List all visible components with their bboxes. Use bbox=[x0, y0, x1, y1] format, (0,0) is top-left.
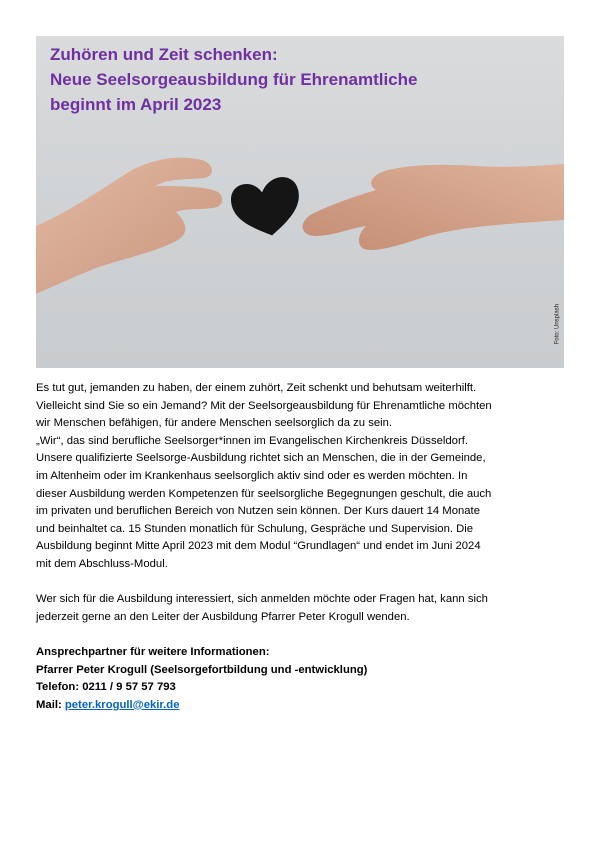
interest-line-2: jederzeit gerne an den Leiter der Ausbildung Pfarrer Peter Krogull wenden. bbox=[36, 610, 410, 623]
article-body bbox=[36, 380, 564, 714]
mail-label: Mail: bbox=[36, 698, 65, 711]
email-link[interactable]: peter.krogull@ekir.de bbox=[64, 698, 180, 711]
intro-line-7: dieser Ausbildung werden Kompetenzen für seelsorgliche Begegnungen geschult, die auch bbox=[36, 487, 492, 500]
paragraph-gap bbox=[36, 626, 564, 644]
title-line-2: Neue Seelsorgeausbildung für Ehrenamtliche bbox=[50, 70, 418, 89]
intro-line-9: und beinhaltet ca. 15 Stunden monatlich für Schulung, Gespräche und Supervision. Die bbox=[36, 522, 474, 535]
left-hand bbox=[36, 158, 222, 294]
right-hand bbox=[303, 164, 564, 250]
intro-line-3: wir Menschen befähigen, für andere Menschen seelsorglich da zu sein. bbox=[36, 417, 393, 430]
photo-credit: Foto: Unsplash bbox=[554, 304, 560, 345]
intro-line-11: mit dem Abschluss-Modul. bbox=[36, 557, 168, 570]
intro-line-4: „Wir“, das sind berufliche Seelsorger*innen im Evangelischen Kirchenkreis Düsseldorf. bbox=[36, 434, 468, 447]
intro-line-8: im privaten und beruflichen Bereich von Nutzen sein können. Der Kurs dauert 14 Monate bbox=[36, 505, 480, 518]
contact-mail bbox=[36, 697, 564, 715]
contact-phone: Telefon: 0211 / 9 57 57 793 bbox=[36, 681, 176, 694]
heart-icon bbox=[229, 175, 304, 240]
hero-photo bbox=[36, 36, 564, 368]
intro-line-6: im Altenheim oder im Krankenhaus seelsorglich aktiv sind oder es werden möchten. In bbox=[36, 469, 468, 482]
intro-line-2: Vielleicht sind Sie so ein Jemand? Mit der Seelsorgeausbildung für Ehrenamtliche möchten bbox=[36, 399, 492, 412]
contact-name: Pfarrer Peter Krogull (Seelsorgefortbildung und -entwicklung) bbox=[36, 663, 368, 676]
paragraph-gap bbox=[36, 574, 564, 592]
title-line-3: beginnt im April 2023 bbox=[50, 95, 222, 114]
intro-line-5: Unsere qualifizierte Seelsorge-Ausbildung richtet sich an Menschen, die in der Gemeinde, bbox=[36, 452, 486, 465]
page-title bbox=[50, 42, 417, 117]
intro-line-10: Ausbildung beginnt Mitte April 2023 mit dem Modul “Grundlagen“ und endet im Juni 2024 bbox=[36, 540, 481, 553]
intro-line-1: Es tut gut, jemanden zu haben, der einem zuhört, Zeit schenkt und behutsam weiterhilft. bbox=[36, 382, 477, 394]
title-line-1: Zuhören und Zeit schenken: bbox=[50, 45, 278, 64]
contact-heading: Ansprechpartner für weitere Informationen: bbox=[36, 645, 270, 658]
interest-line-1: Wer sich für die Ausbildung interessiert, sich anmelden möchte oder Fragen hat, kann sich bbox=[36, 593, 488, 606]
